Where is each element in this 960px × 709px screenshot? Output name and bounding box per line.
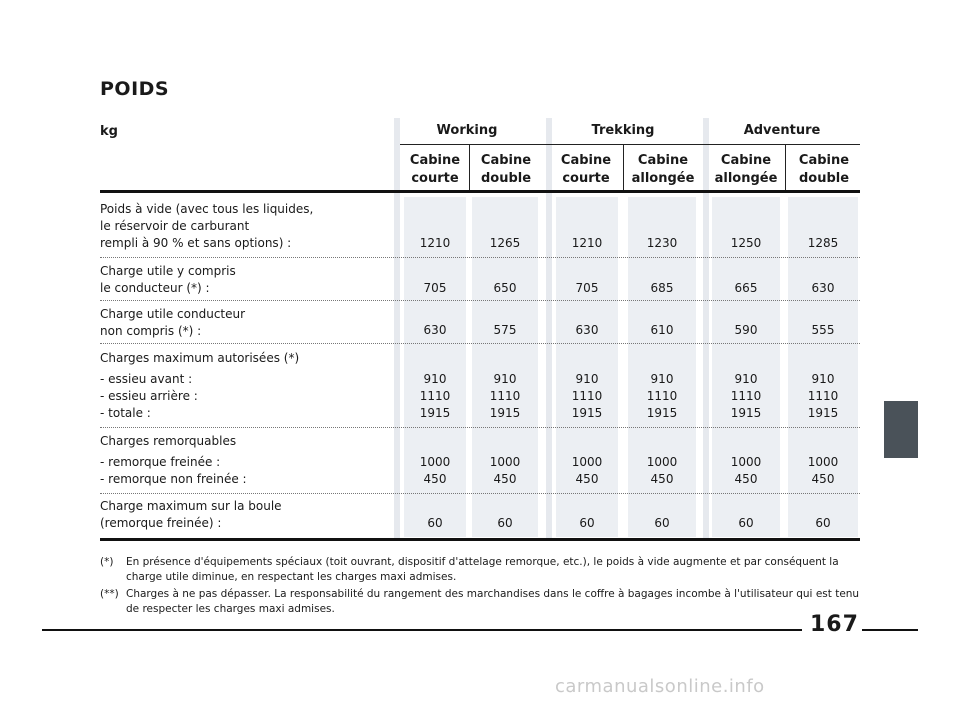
subhead-col-2: Cabine double <box>480 153 532 186</box>
value-cell: 1000 <box>730 455 762 469</box>
value-cell: 1110 <box>489 389 521 403</box>
value-cell: 450 <box>423 472 447 486</box>
value-cell: 1915 <box>419 406 451 420</box>
group-heading-working: Working <box>436 123 498 138</box>
footer-rule-left <box>42 629 802 631</box>
row-label-charge-utile-nc: Charge utile conducteur non compris (*) : <box>100 307 246 338</box>
value-cell: 1915 <box>807 406 839 420</box>
group-heading-adventure: Adventure <box>743 123 821 138</box>
value-cell: 450 <box>493 472 517 486</box>
value-cell: 650 <box>493 281 517 295</box>
value-cell: 1265 <box>489 236 521 250</box>
row-label-poids-vide: Poids à vide (avec tous les liquides, le réservoir de carburant rempli à 90 % et sans options) : <box>100 202 314 250</box>
value-cell: 575 <box>493 323 517 337</box>
header-separator <box>785 144 786 190</box>
value-cell: 910 <box>650 372 674 386</box>
value-cell: 705 <box>575 281 599 295</box>
value-cell: 610 <box>650 323 674 337</box>
value-cell: 910 <box>493 372 517 386</box>
value-cell: 1110 <box>730 389 762 403</box>
unit-label: kg <box>100 124 118 139</box>
value-cell: 1210 <box>419 236 451 250</box>
value-cell: 450 <box>734 472 758 486</box>
value-cell: 685 <box>650 281 674 295</box>
value-cell: 665 <box>734 281 758 295</box>
value-cell: 1000 <box>489 455 521 469</box>
column-band <box>703 118 709 538</box>
value-cell: 555 <box>811 323 835 337</box>
subhead-col-4: Cabine allongée <box>631 153 695 186</box>
row-label-charge-utile: Charge utile y compris le conducteur (*) : <box>100 264 236 295</box>
value-cell: 60 <box>815 516 831 530</box>
column-band <box>546 118 552 538</box>
value-cell: 1110 <box>419 389 451 403</box>
value-cell: 1110 <box>571 389 603 403</box>
value-cell: 705 <box>423 281 447 295</box>
table-top-rule <box>100 190 860 193</box>
subhead-col-6: Cabine double <box>798 153 850 186</box>
value-cell: 630 <box>575 323 599 337</box>
footnote-1: (*) En présence d'équipements spéciaux (toit ouvrant, dispositif d'attelage remorque, etc.), le poids à vide augmente et par conséquent la charge utile diminue, en respectant les charges maxi admises. <box>100 556 839 583</box>
value-cell: 60 <box>497 516 513 530</box>
value-cell: 910 <box>423 372 447 386</box>
watermark: carmanualsonline.info <box>555 676 765 697</box>
subhead-col-1: Cabine courte <box>409 153 461 186</box>
value-cell: 1000 <box>419 455 451 469</box>
value-cell: 450 <box>575 472 599 486</box>
header-separator <box>623 144 624 190</box>
value-cell: 60 <box>427 516 443 530</box>
row-label-charges-max: Charges maximum autorisées (*) - essieu avant : - essieu arrière : - totale : <box>100 351 300 420</box>
value-cell: 910 <box>734 372 758 386</box>
value-cell: 450 <box>811 472 835 486</box>
page-title: POIDS <box>100 78 170 100</box>
subhead-col-3: Cabine courte <box>560 153 612 186</box>
row-label-boule: Charge maximum sur la boule (remorque freinée) : <box>100 499 282 530</box>
value-cell: 630 <box>423 323 447 337</box>
value-cell: 1110 <box>646 389 678 403</box>
row-divider <box>100 300 860 301</box>
value-cell: 910 <box>811 372 835 386</box>
value-cell: 1210 <box>571 236 603 250</box>
page-number: 167 <box>810 612 859 637</box>
value-cell: 60 <box>654 516 670 530</box>
value-cell: 590 <box>734 323 758 337</box>
value-cell: 910 <box>575 372 599 386</box>
value-cell: 1000 <box>646 455 678 469</box>
row-divider <box>100 427 860 428</box>
row-divider <box>100 343 860 344</box>
column-band <box>394 118 400 538</box>
group-heading-trekking: Trekking <box>591 123 655 138</box>
value-cell: 1915 <box>730 406 762 420</box>
value-cell: 60 <box>738 516 754 530</box>
table-bottom-rule <box>100 538 860 541</box>
value-cell: 60 <box>579 516 595 530</box>
subhead-col-5: Cabine allongée <box>714 153 778 186</box>
value-cell: 630 <box>811 281 835 295</box>
value-cell: 1285 <box>807 236 839 250</box>
row-divider <box>100 493 860 494</box>
value-cell: 1110 <box>807 389 839 403</box>
value-cell: 1915 <box>489 406 521 420</box>
value-cell: 1000 <box>571 455 603 469</box>
value-cell: 1250 <box>730 236 762 250</box>
value-cell: 1915 <box>646 406 678 420</box>
value-cell: 1000 <box>807 455 839 469</box>
row-label-remorquables: Charges remorquables - remorque freinée : - remorque non freinée : <box>100 434 247 486</box>
row-divider <box>100 257 860 258</box>
value-cell: 1915 <box>571 406 603 420</box>
footer-rule-right <box>862 629 918 631</box>
footnote-2: (**) Charges à ne pas dépasser. La responsabilité du rangement des marchandises dans le coffre à bagages incombe à l'utilisateur qui est tenu de respecter les charges maxi admises. <box>100 588 860 615</box>
value-cell: 450 <box>650 472 674 486</box>
header-separator <box>469 144 470 190</box>
value-cell: 1230 <box>646 236 678 250</box>
section-tab <box>884 401 918 458</box>
